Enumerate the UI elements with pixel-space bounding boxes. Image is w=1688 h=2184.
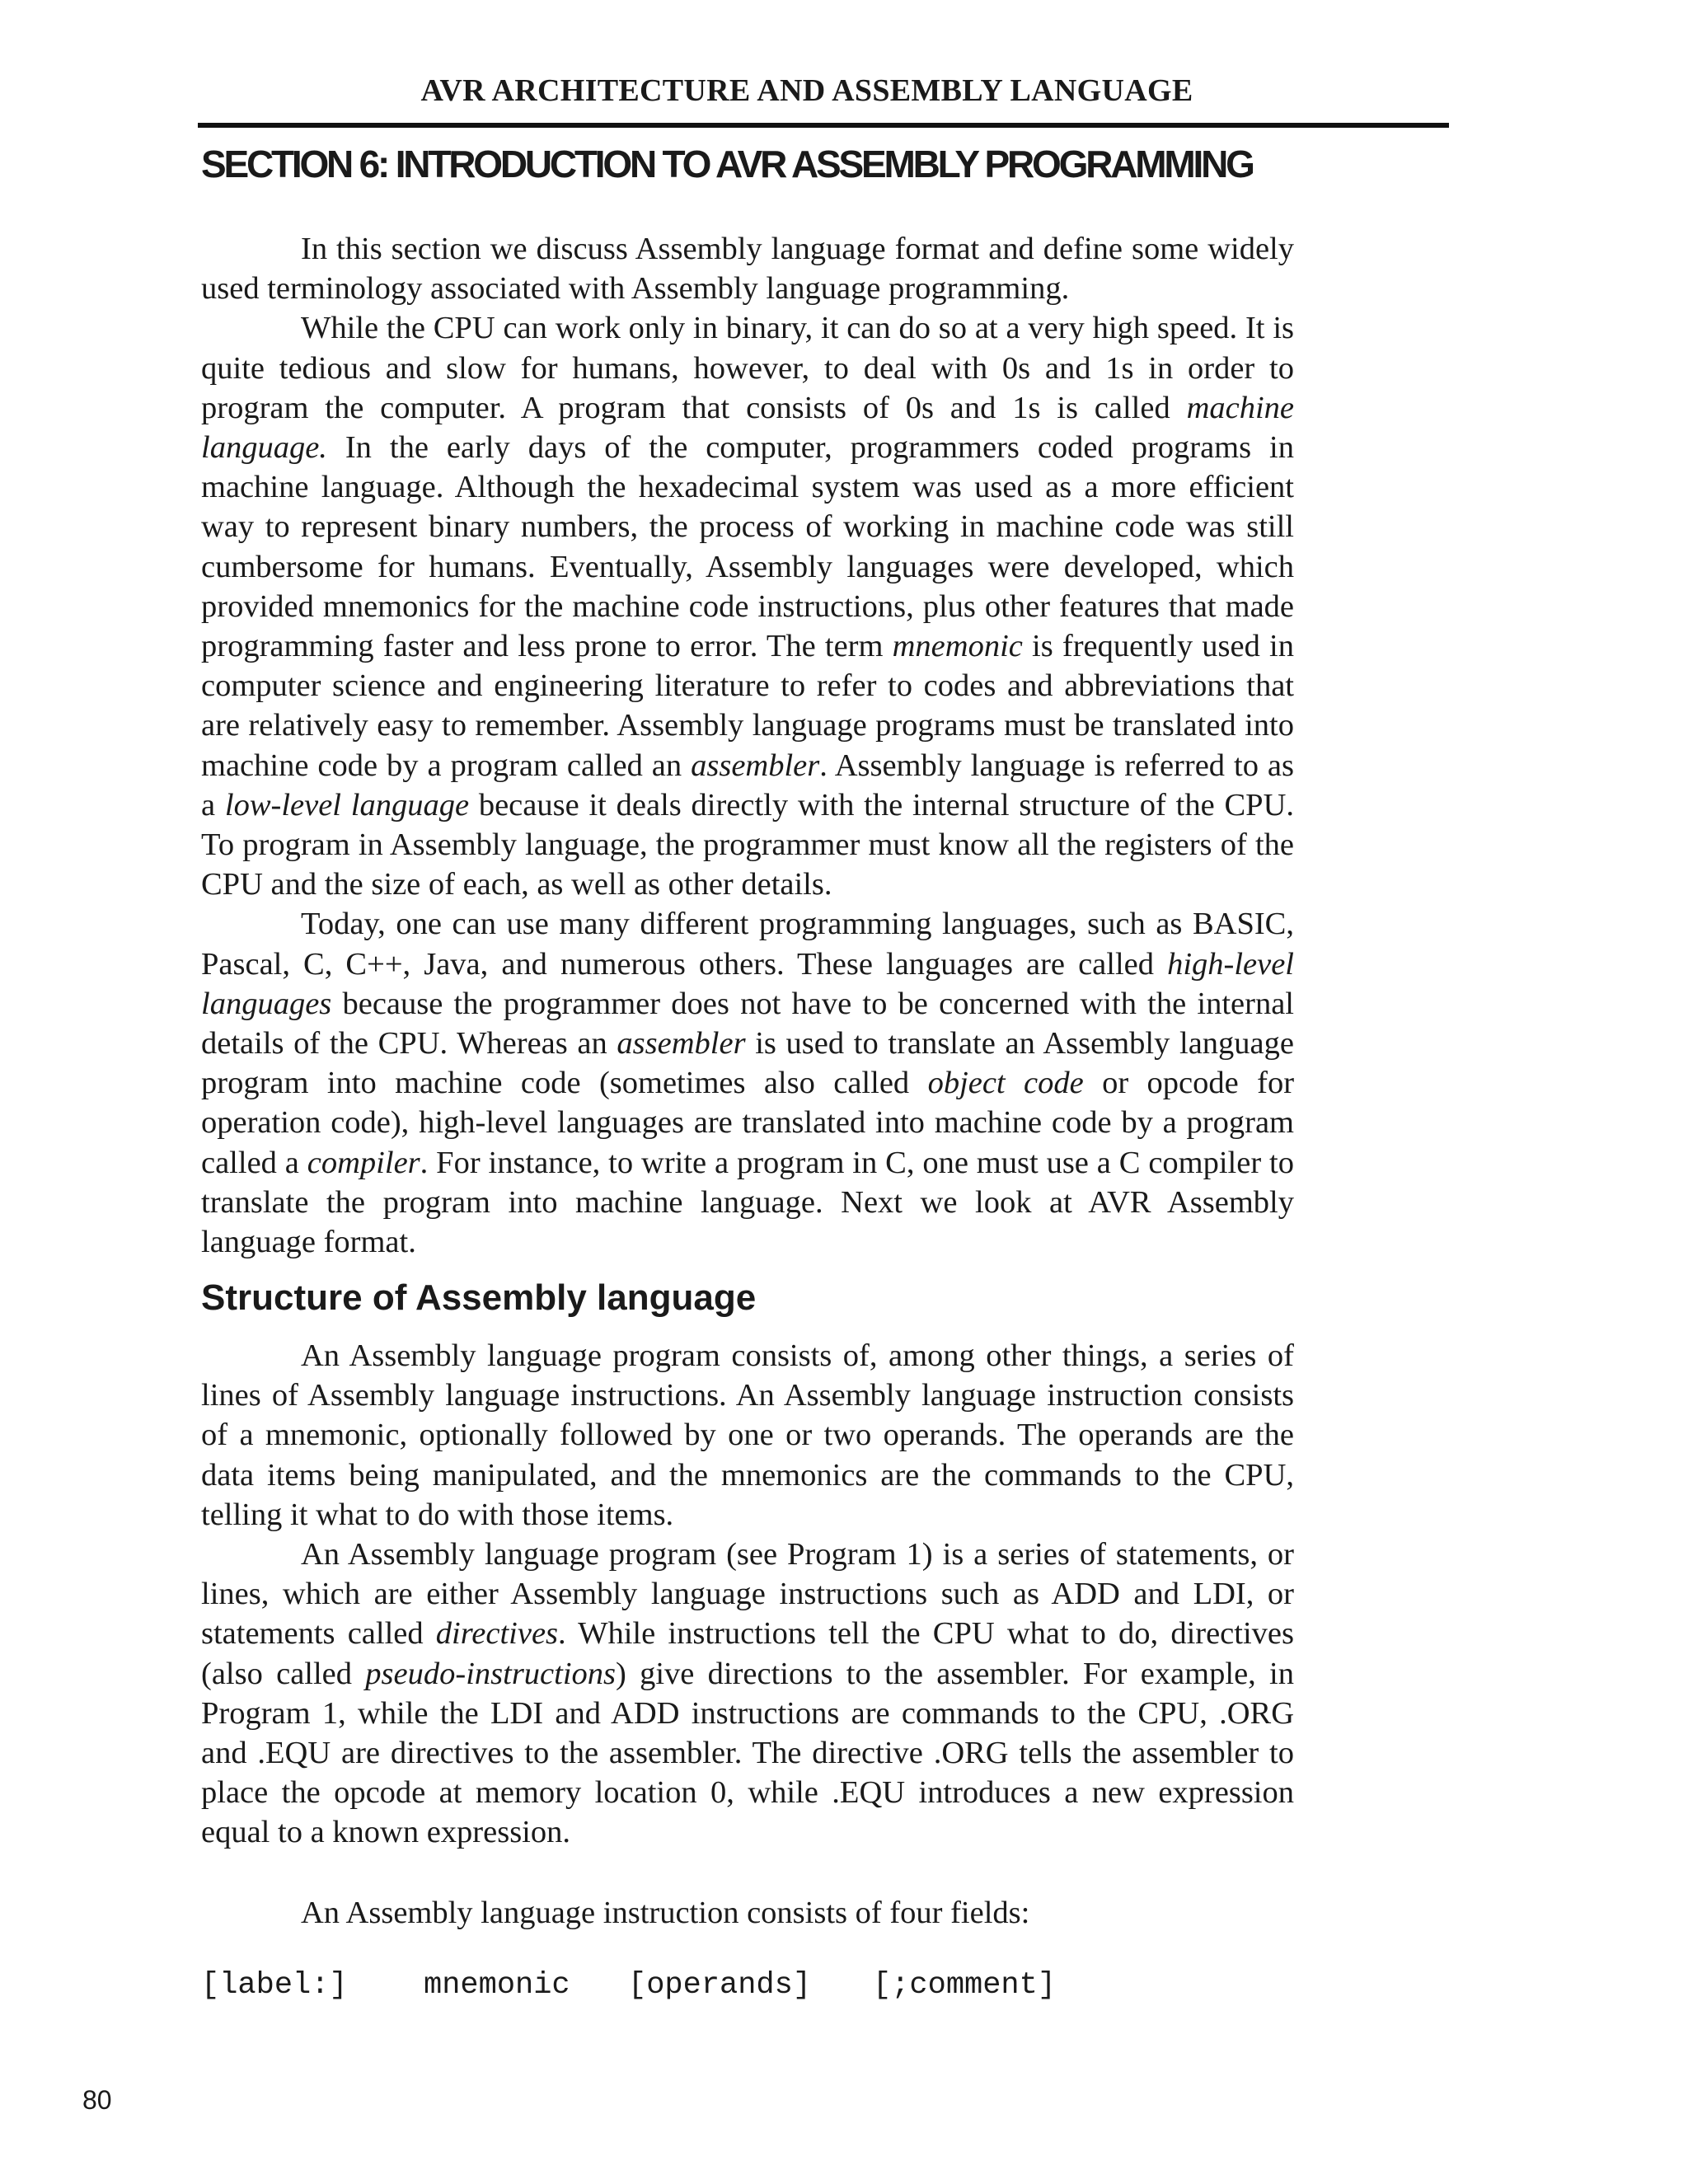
emphasis-term: pseudo-instructions [365,1656,617,1691]
instruction-format [201,1968,1056,2003]
running-header: AVR ARCHITECTURE AND ASSEMBLY LANGUAGE [420,73,1193,108]
text-run: because the programmer does not have to be concerned with the internal details of the CPU. Whereas an [201,986,1294,1062]
emphasis-term: assembler [691,748,820,783]
format-label-field: [label:] [201,1968,348,2003]
emphasis-term: compiler [307,1145,420,1180]
emphasis-term: assembler [617,1026,746,1062]
format-operands-field: [operands] [628,1968,812,2003]
format-comment-field: [;comment] [873,1968,1057,2003]
emphasis-term: high-level languages [201,946,1294,1021]
fields-intro-line: An Assembly language instruction consists of four fields: [301,1896,1030,1930]
intro-paragraph-2 [201,308,1294,904]
structure-text-block [201,1336,1294,1853]
structure-paragraph-2 [201,1535,1294,1853]
page-number: 80 [82,2085,112,2115]
emphasis-term: low-level language [224,787,470,823]
text-run: While the CPU can work only in binary, it can do so at a very high speed. It is quite tedious and slow for humans, however, to deal with 0s and 1s in order to program the computer. A program that consists of 0s and 1s is called [201,311,1294,425]
intro-paragraph-1: In this section we discuss Assembly language format and define some widely used terminology associated with Assembly language programming. [201,232,1294,307]
emphasis-term: machine language. [201,390,1294,466]
text-run: In the early days of the computer, programmers coded programs in machine language. Although the hexadecimal system was used as a more efficient way to represent binary numbers, the process of working in machine code was still cumbersome for humans. Eventually, Assembly languages were developed, which provided mnemonics for the machine code instructions, plus other features that made programming faster and less prone to error. The term [201,430,1294,664]
header-rule [198,123,1449,128]
text-run: or opcode for operation code), high-level languages are translated into machine code by a program called a [201,1066,1295,1180]
format-mnemonic-field: mnemonic [424,1968,570,2003]
intro-paragraph-3 [201,904,1294,1262]
text-run: Today, one can use many different programming languages, such as BASIC, Pascal, C, C++, Java, and numerous others. These languages are called [201,907,1294,982]
text-run: is used to translate an Assembly language program into machine code (sometimes also called [201,1026,1294,1101]
section-title: SECTION 6: INTRODUCTION TO AVR ASSEMBLY PROGRAMMING [201,143,1253,185]
subsection-title: Structure of Assembly language [201,1277,757,1318]
text-run: because it deals directly with the internal structure of the CPU. To program in Assembly language, the programmer must know all the registers of the CPU and the size of each, as well as other details. [201,787,1295,902]
structure-paragraph-1: An Assembly language program consists of, among other things, a series of lines of Assembly language instructions. An Assembly language instruction consists of a mnemonic, optionally followed by one or two operands. The operands are the data items being manipulated, and the mnemonics are the commands to the CPU, telling it what to do with those items. [201,1338,1294,1532]
text-run: ) give directions to the assembler. For example, in Program 1, while the LDI and ADD instructions are commands to the CPU, .ORG and .EQU are directives to the assembler. The directive .ORG tells the assembler to place the opcode at memory location 0, while .EQU introduces a new expression equal to a known expression. [201,1656,1295,1850]
text-run: . Assembly language is referred to as a [201,748,1294,823]
intro-text-block [201,229,1294,1262]
emphasis-term: object code [927,1066,1084,1101]
text-run: An Assembly language program (see Program 1) is a series of statements, or lines, which are either Assembly language instructions such as ADD and LDI, or statements called [201,1537,1294,1652]
text-run: . While instructions tell the CPU what to do, directives (also called [201,1616,1294,1691]
emphasis-term: directives [435,1616,559,1652]
text-run: is frequently used in computer science and engineering literature to refer to codes and abbreviations that are relatively easy to remember. Assembly language programs must be translated into machine code by a program called an [201,629,1294,783]
text-run: . For instance, to write a program in C, one must use a C compiler to translate the program into machine language. Next we look at AVR Assembly language format. [201,1145,1294,1260]
emphasis-term: mnemonic [892,629,1023,664]
